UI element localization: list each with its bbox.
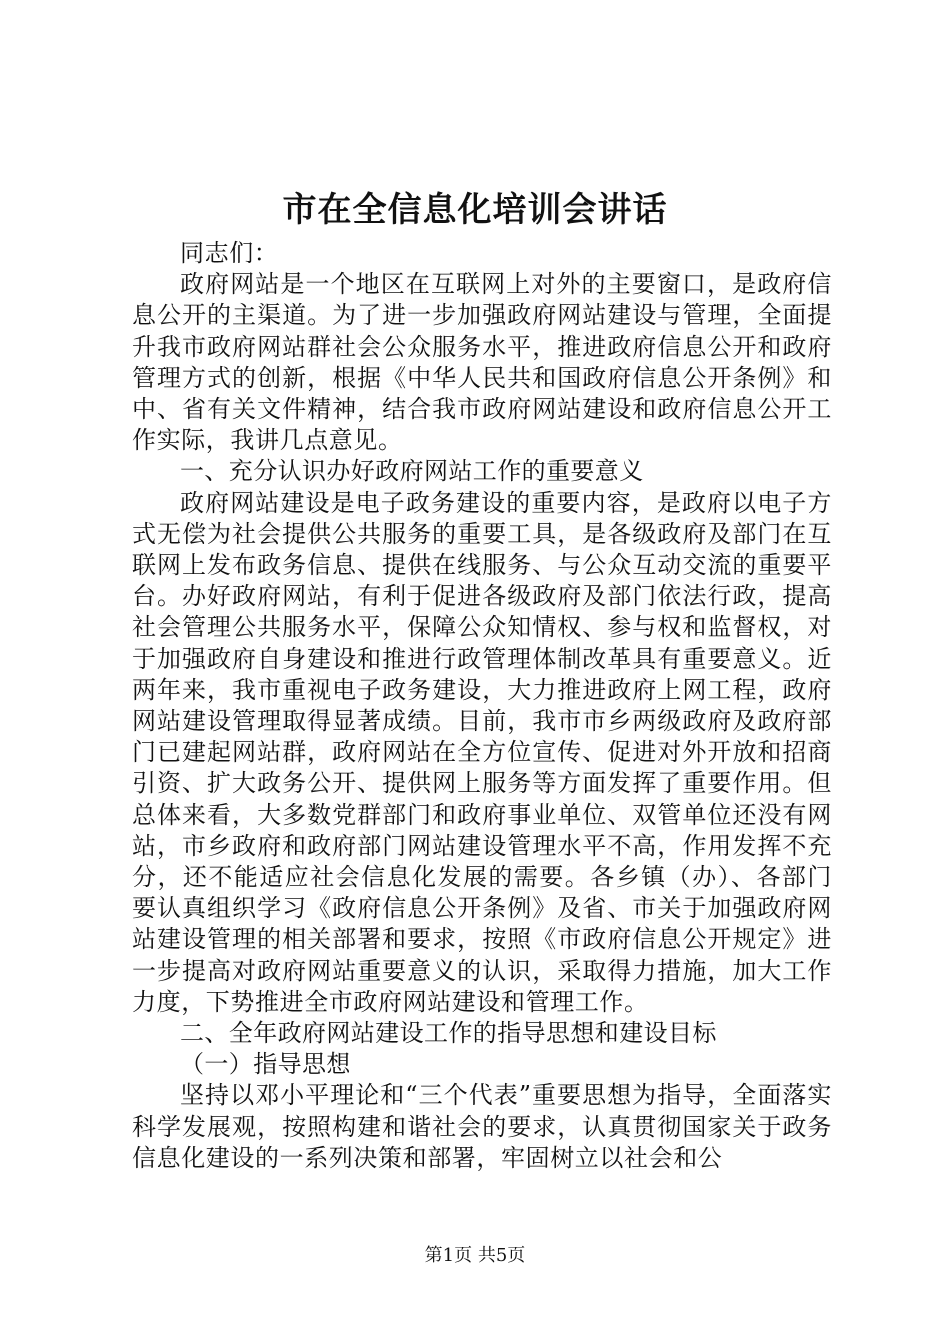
salutation: 同志们： bbox=[180, 239, 279, 267]
paragraph-guiding-thought: 坚持以邓小平理论和“三个代表”重要思想为指导，全面落实科学发展观，按照构建和谐社会的要求，认真贯彻国家关于政务信息化建设的一系列决策和部署，牢固树立以社会和公 bbox=[132, 1081, 832, 1172]
paragraph-intro: 政府网站是一个地区在互联网上对外的主要窗口，是政府信息公开的主渠道。为了进一步加强政府网站建设与管理，全面提升我市政府网站群社会公众服务水平，推进政府信息公开和政府管理方式的创新，根据《中华人民共和国政府信息公开条例》和中、省有关文件精神，结合我市政府网站建设和政府信息公开工作实际，我讲几点意见。 bbox=[132, 270, 832, 455]
page-footer: 第1页 共5页 bbox=[424, 1245, 526, 1266]
document-body bbox=[132, 238, 832, 1174]
paragraph-section-1: 政府网站建设是电子政务建设的重要内容，是政府以电子方式无偿为社会提供公共服务的重要工具，是各级政府及部门在互联网上发布政务信息、提供在线服务、与公众互动交流的重要平台。办好政府网站，有利于促进各级政府及部门依法行政，提高社会管理公共服务水平，保障公众知情权、参与权和监督权，对于加强政府自身建设和推进行政管理体制改革具有重要意义。近两年来，我市重视电子政务建设，大力推进政府上网工程，政府网站建设管理取得显著成绩。目前，我市市乡两级政府及政府部门已建起网站群，政府网站在全方位宣传、促进对外开放和招商引资、扩大政务公开、提供网上服务等方面发挥了重要作用。但总体来看，大多数党群部门和政府事业单位、双管单位还没有网站，市乡政府和政府部门网站建设管理水平不高，作用发挥不充分，还不能适应社会信息化发展的需要。各乡镇（办）、各部门要认真组织学习《政府信息公开条例》及省、市关于加强政府网站建设管理的相关部署和要求，按照《市政府信息公开规定》进一步提高对政府网站重要意义的认识，采取得力措施，加大工作力度，下势推进全市政府网站建设和管理工作。 bbox=[132, 488, 832, 1016]
document-title: 市在全信息化培训会讲话 bbox=[282, 190, 668, 230]
subsection-heading-1: （一）指导思想 bbox=[180, 1050, 351, 1079]
section-heading-1: 一、充分认识办好政府网站工作的重要意义 bbox=[180, 457, 644, 486]
section-heading-2: 二、全年政府网站建设工作的指导思想和建设目标 bbox=[180, 1019, 717, 1048]
